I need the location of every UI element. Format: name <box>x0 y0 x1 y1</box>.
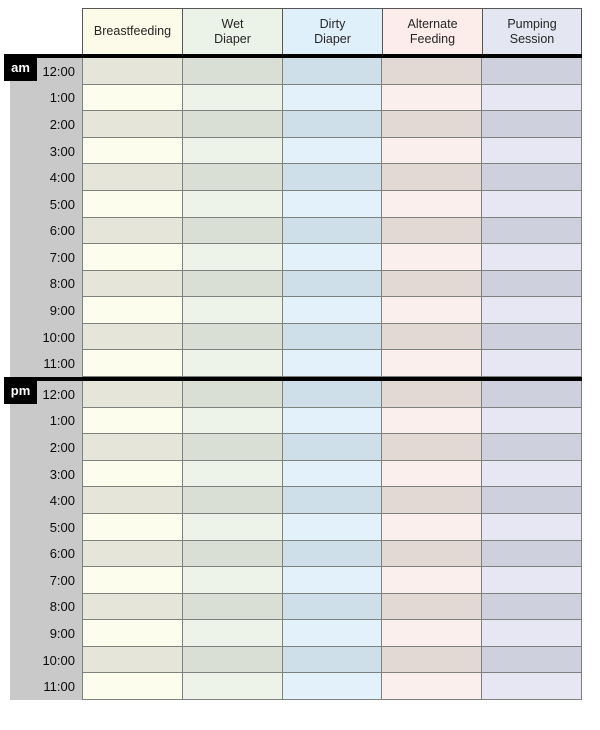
log-cell-alternate-feeding <box>382 673 482 700</box>
log-cell-dirty-diaper <box>283 647 383 674</box>
column-header-dirty-diaper <box>282 8 382 54</box>
column-header-label-line: Pumping <box>507 16 557 31</box>
log-cell-breastfeeding <box>83 620 183 647</box>
time-label-am: 10:00 <box>42 329 75 345</box>
log-cell-wet-diaper <box>183 164 283 191</box>
log-cell-dirty-diaper <box>283 85 383 112</box>
log-cell-breastfeeding <box>83 138 183 165</box>
log-cell-dirty-diaper <box>283 244 383 271</box>
log-cell-wet-diaper <box>183 350 283 377</box>
time-label-pm: 4:00 <box>49 493 75 509</box>
log-cell-dirty-diaper <box>283 487 383 514</box>
log-cell-alternate-feeding <box>382 271 482 298</box>
log-cell-alternate-feeding <box>382 244 482 271</box>
pm-badge: pm <box>4 377 37 404</box>
log-cell-wet-diaper <box>183 514 283 541</box>
log-cell-alternate-feeding <box>382 218 482 245</box>
log-cell-pumping-session <box>482 647 582 674</box>
log-cell-wet-diaper <box>183 434 283 461</box>
log-cell-breastfeeding <box>83 191 183 218</box>
time-label-pm: 5:00 <box>49 519 75 535</box>
log-cell-dirty-diaper <box>283 324 383 351</box>
log-cell-alternate-feeding <box>382 381 482 408</box>
time-label-am: 4:00 <box>49 170 75 186</box>
log-cell-alternate-feeding <box>382 594 482 621</box>
log-cell-dirty-diaper <box>283 381 383 408</box>
time-label-am: 1:00 <box>49 90 75 106</box>
time-label-pm: 7:00 <box>49 572 75 588</box>
log-cell-breastfeeding <box>83 324 183 351</box>
time-label-am: 12:00 <box>42 63 75 79</box>
log-cell-dirty-diaper <box>283 673 383 700</box>
log-cell-alternate-feeding <box>382 514 482 541</box>
log-cell-alternate-feeding <box>382 541 482 568</box>
log-cell-pumping-session <box>482 111 582 138</box>
log-cell-wet-diaper <box>183 381 283 408</box>
log-cell-dirty-diaper <box>283 218 383 245</box>
log-cell-dirty-diaper <box>283 350 383 377</box>
log-cell-breastfeeding <box>83 85 183 112</box>
log-cell-alternate-feeding <box>382 434 482 461</box>
pm-log-grid <box>82 381 582 700</box>
column-header-breastfeeding <box>82 8 182 54</box>
log-cell-dirty-diaper <box>283 541 383 568</box>
log-cell-breastfeeding <box>83 218 183 245</box>
log-cell-wet-diaper <box>183 271 283 298</box>
time-label-pm: 11:00 <box>43 679 75 695</box>
log-cell-wet-diaper <box>183 111 283 138</box>
column-header-wet-diaper <box>182 8 282 54</box>
log-cell-dirty-diaper <box>283 567 383 594</box>
log-cell-wet-diaper <box>183 138 283 165</box>
log-cell-pumping-session <box>482 218 582 245</box>
time-label-pm: 3:00 <box>49 466 75 482</box>
column-header-label-line: Session <box>509 31 555 46</box>
time-label-am: 3:00 <box>49 143 75 159</box>
time-label-am: 8:00 <box>49 276 75 292</box>
time-label-pm: 10:00 <box>42 652 75 668</box>
log-cell-pumping-session <box>482 58 582 85</box>
log-cell-wet-diaper <box>183 567 283 594</box>
column-header-label-line: Alternate <box>407 16 458 31</box>
log-cell-alternate-feeding <box>382 487 482 514</box>
column-header-label-line: Diaper <box>214 31 251 46</box>
log-cell-dirty-diaper <box>283 164 383 191</box>
log-cell-pumping-session <box>482 673 582 700</box>
log-cell-wet-diaper <box>183 594 283 621</box>
log-cell-alternate-feeding <box>382 324 482 351</box>
log-cell-pumping-session <box>482 244 582 271</box>
log-cell-pumping-session <box>482 85 582 112</box>
log-cell-dirty-diaper <box>283 620 383 647</box>
column-header-label-line: Wet <box>221 16 244 31</box>
log-cell-breastfeeding <box>83 594 183 621</box>
log-cell-pumping-session <box>482 324 582 351</box>
column-header-label-line: Breastfeeding <box>93 24 172 38</box>
log-cell-wet-diaper <box>183 85 283 112</box>
log-cell-pumping-session <box>482 461 582 488</box>
log-cell-breastfeeding <box>83 461 183 488</box>
log-cell-breastfeeding <box>83 514 183 541</box>
time-label-pm: 2:00 <box>49 439 75 455</box>
time-label-am: 5:00 <box>49 196 75 212</box>
log-cell-pumping-session <box>482 541 582 568</box>
log-cell-wet-diaper <box>183 297 283 324</box>
log-cell-alternate-feeding <box>382 297 482 324</box>
am-log-grid <box>82 58 582 377</box>
column-header-label-line: Diaper <box>314 31 351 46</box>
log-cell-dirty-diaper <box>283 434 383 461</box>
log-cell-breastfeeding <box>83 164 183 191</box>
column-header-pumping-session <box>482 8 582 54</box>
time-label-am: 9:00 <box>49 303 75 319</box>
log-cell-wet-diaper <box>183 218 283 245</box>
log-cell-alternate-feeding <box>382 567 482 594</box>
pm-time-labels <box>10 381 82 700</box>
log-cell-alternate-feeding <box>382 164 482 191</box>
log-cell-breastfeeding <box>83 381 183 408</box>
time-label-am: 7:00 <box>49 249 75 265</box>
log-cell-alternate-feeding <box>382 138 482 165</box>
log-cell-breastfeeding <box>83 434 183 461</box>
log-cell-pumping-session <box>482 408 582 435</box>
log-cell-dirty-diaper <box>283 297 383 324</box>
time-label-pm: 9:00 <box>49 626 75 642</box>
log-cell-wet-diaper <box>183 191 283 218</box>
time-label-pm: 6:00 <box>49 546 75 562</box>
time-label-pm: 8:00 <box>49 599 75 615</box>
log-cell-pumping-session <box>482 487 582 514</box>
log-cell-alternate-feeding <box>382 620 482 647</box>
log-cell-breastfeeding <box>83 271 183 298</box>
log-cell-pumping-session <box>482 434 582 461</box>
time-label-pm: 12:00 <box>42 386 75 402</box>
log-cell-dirty-diaper <box>283 58 383 85</box>
log-cell-wet-diaper <box>183 647 283 674</box>
log-cell-dirty-diaper <box>283 138 383 165</box>
log-cell-pumping-session <box>482 567 582 594</box>
log-cell-wet-diaper <box>183 620 283 647</box>
header-row <box>82 8 582 54</box>
log-cell-dirty-diaper <box>283 461 383 488</box>
log-cell-dirty-diaper <box>283 408 383 435</box>
log-cell-breastfeeding <box>83 673 183 700</box>
log-cell-wet-diaper <box>183 487 283 514</box>
log-cell-pumping-session <box>482 191 582 218</box>
am-badge: am <box>4 54 37 81</box>
log-cell-pumping-session <box>482 620 582 647</box>
log-cell-breastfeeding <box>83 297 183 324</box>
log-cell-wet-diaper <box>183 244 283 271</box>
log-cell-pumping-session <box>482 138 582 165</box>
log-cell-wet-diaper <box>183 673 283 700</box>
log-cell-alternate-feeding <box>382 461 482 488</box>
column-header-label-line: Dirty <box>319 16 346 31</box>
log-cell-wet-diaper <box>183 408 283 435</box>
log-cell-pumping-session <box>482 297 582 324</box>
log-cell-alternate-feeding <box>382 350 482 377</box>
log-cell-pumping-session <box>482 271 582 298</box>
log-cell-breastfeeding <box>83 567 183 594</box>
log-cell-breastfeeding <box>83 350 183 377</box>
log-cell-dirty-diaper <box>283 191 383 218</box>
log-cell-alternate-feeding <box>382 111 482 138</box>
log-cell-dirty-diaper <box>283 514 383 541</box>
time-label-pm: 1:00 <box>49 413 75 429</box>
log-cell-dirty-diaper <box>283 594 383 621</box>
log-cell-pumping-session <box>482 350 582 377</box>
time-label-am: 2:00 <box>49 116 75 132</box>
log-cell-alternate-feeding <box>382 85 482 112</box>
time-label-am: 11:00 <box>43 356 75 372</box>
am-time-labels <box>10 58 82 377</box>
log-cell-wet-diaper <box>183 58 283 85</box>
log-cell-pumping-session <box>482 164 582 191</box>
log-cell-wet-diaper <box>183 461 283 488</box>
column-header-alternate-feeding <box>382 8 482 54</box>
log-cell-pumping-session <box>482 594 582 621</box>
column-header-label-line: Feeding <box>409 31 456 46</box>
log-cell-alternate-feeding <box>382 191 482 218</box>
log-cell-pumping-session <box>482 514 582 541</box>
log-cell-dirty-diaper <box>283 271 383 298</box>
log-cell-dirty-diaper <box>283 111 383 138</box>
time-label-am: 6:00 <box>49 223 75 239</box>
log-cell-alternate-feeding <box>382 58 482 85</box>
log-cell-breastfeeding <box>83 408 183 435</box>
log-cell-breastfeeding <box>83 647 183 674</box>
log-cell-breastfeeding <box>83 58 183 85</box>
log-cell-breastfeeding <box>83 111 183 138</box>
log-cell-pumping-session <box>482 381 582 408</box>
log-cell-alternate-feeding <box>382 408 482 435</box>
log-cell-wet-diaper <box>183 324 283 351</box>
log-cell-breastfeeding <box>83 541 183 568</box>
log-cell-breastfeeding <box>83 487 183 514</box>
log-cell-wet-diaper <box>183 541 283 568</box>
log-cell-breastfeeding <box>83 244 183 271</box>
log-cell-alternate-feeding <box>382 647 482 674</box>
